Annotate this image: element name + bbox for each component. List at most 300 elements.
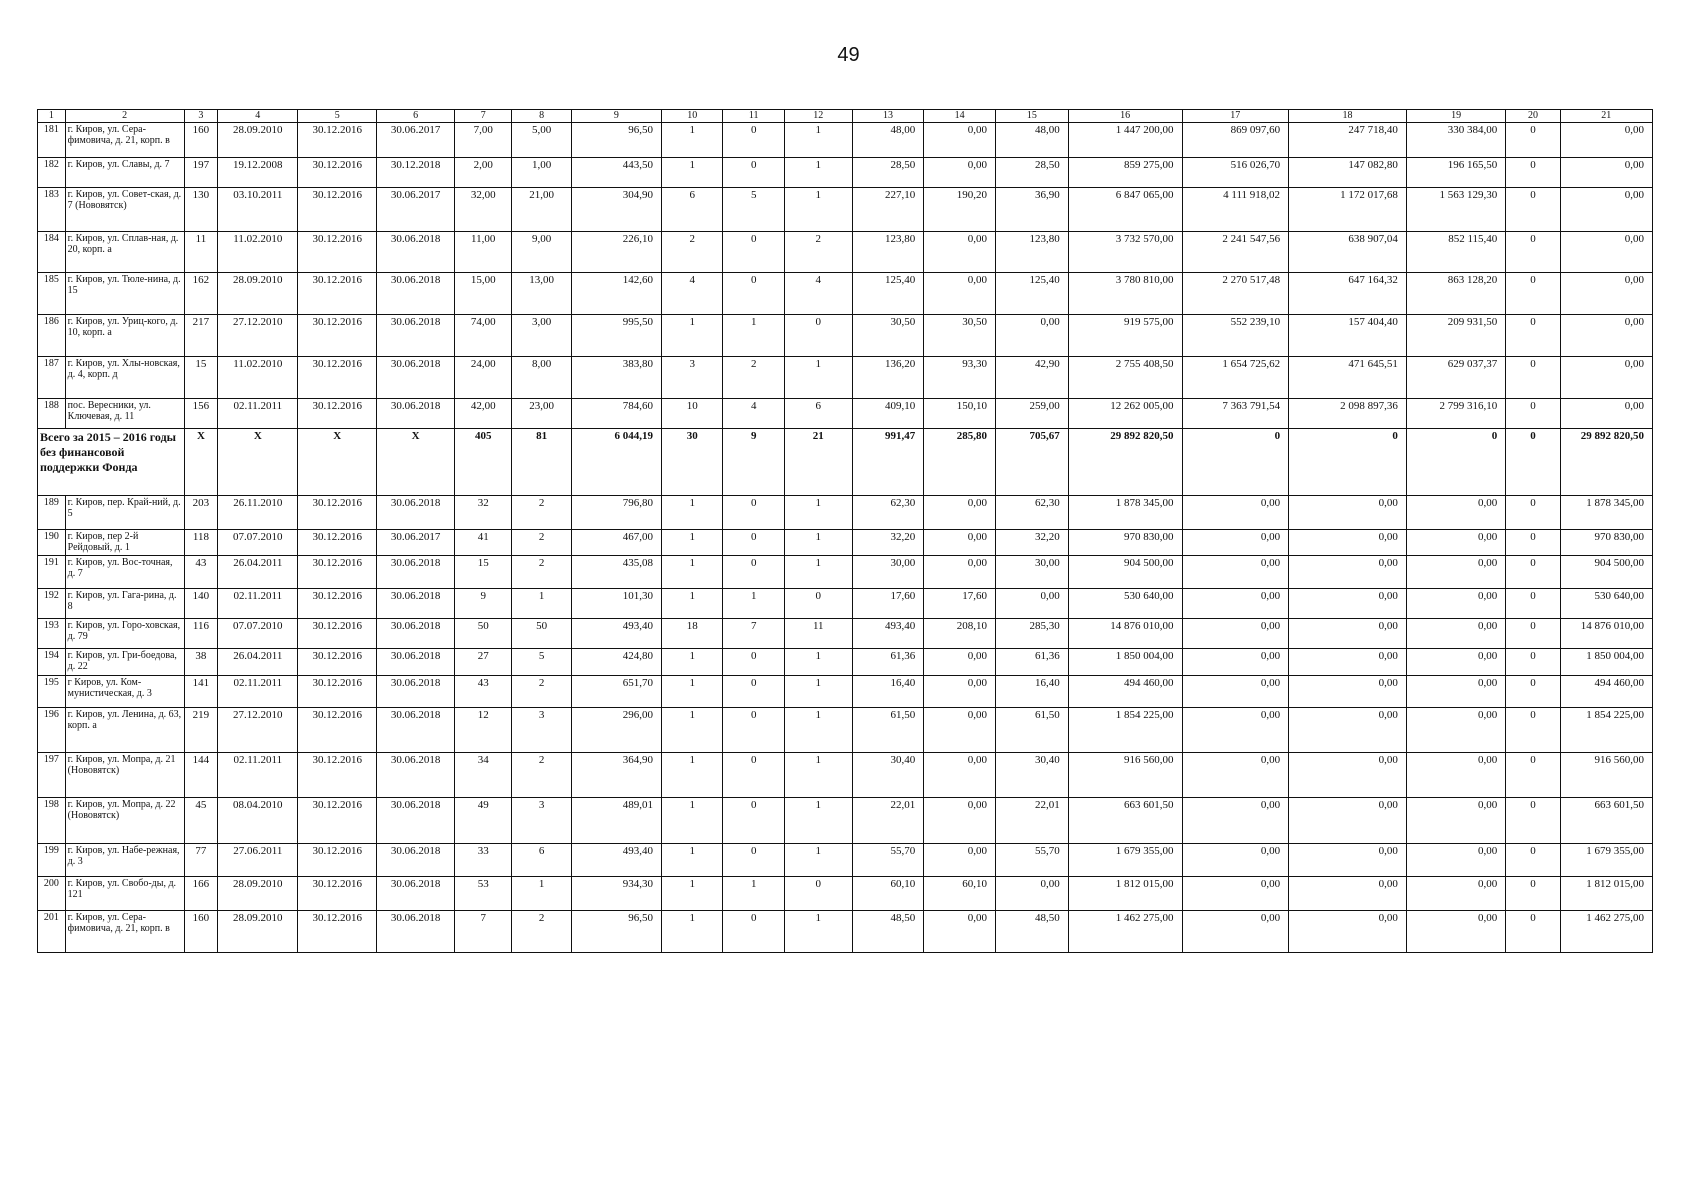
table-cell: 30.12.2016 xyxy=(298,844,377,877)
table-cell: 30.06.2017 xyxy=(377,188,455,232)
table-cell: 0,00 xyxy=(1289,649,1407,676)
table-cell: 17 xyxy=(1182,110,1289,123)
table-cell: 1 xyxy=(784,357,852,399)
table-cell: 28.09.2010 xyxy=(218,123,298,158)
table-cell: 0,00 xyxy=(1406,911,1505,953)
table-cell: 651,70 xyxy=(571,676,661,708)
table-cell: 3 xyxy=(661,357,722,399)
table-cell: 28,50 xyxy=(852,158,924,188)
table-cell: 1 878 345,00 xyxy=(1068,496,1182,530)
table-cell: 0,00 xyxy=(1560,232,1652,273)
table-cell: 61,50 xyxy=(996,708,1069,753)
table-cell: 162 xyxy=(184,273,218,315)
table-cell: 0 xyxy=(723,798,784,844)
table-cell: 0,00 xyxy=(1406,708,1505,753)
table-row xyxy=(38,530,1653,556)
table-cell: 201 xyxy=(38,911,66,953)
table-row xyxy=(38,273,1653,315)
table-cell: 0,00 xyxy=(1289,676,1407,708)
table-cell: 0,00 xyxy=(1289,589,1407,619)
table-cell: 07.07.2010 xyxy=(218,530,298,556)
table-cell: 0,00 xyxy=(1182,556,1289,589)
table-cell: 60,10 xyxy=(852,877,924,911)
table-cell: 118 xyxy=(184,530,218,556)
table-cell: г. Киров, ул. Сплав-ная, д. 20, корп. а xyxy=(65,232,184,273)
table-cell: 27.06.2011 xyxy=(218,844,298,877)
table-cell: 1 xyxy=(661,496,722,530)
table-cell: 5,00 xyxy=(512,123,571,158)
table-cell: 6 847 065,00 xyxy=(1068,188,1182,232)
table-cell: 647 164,32 xyxy=(1289,273,1407,315)
table-cell: 29 892 820,50 xyxy=(1068,429,1182,496)
table-cell: 182 xyxy=(38,158,66,188)
table-cell: 0 xyxy=(1506,496,1560,530)
table-cell: 15 xyxy=(184,357,218,399)
table-cell: 0 xyxy=(1506,399,1560,429)
table-cell: X xyxy=(298,429,377,496)
table-row xyxy=(38,911,1653,953)
table-cell: 1 462 275,00 xyxy=(1560,911,1652,953)
table-row xyxy=(38,188,1653,232)
table-cell: 16,40 xyxy=(852,676,924,708)
table-cell: 2,00 xyxy=(455,158,512,188)
table-cell: 13 xyxy=(852,110,924,123)
table-cell: 0 xyxy=(1506,556,1560,589)
table-cell: 1 xyxy=(723,877,784,911)
table-cell: 0 xyxy=(723,708,784,753)
table-cell: 0,00 xyxy=(1289,619,1407,649)
table-cell: 1 xyxy=(784,649,852,676)
header-row xyxy=(38,110,1653,123)
table-cell: 493,40 xyxy=(571,619,661,649)
table-cell: 934,30 xyxy=(571,877,661,911)
table-cell: 9,00 xyxy=(512,232,571,273)
table-cell: 48,00 xyxy=(996,123,1069,158)
table-cell: 1 xyxy=(784,676,852,708)
table-cell: 156 xyxy=(184,399,218,429)
table-cell: 7 xyxy=(455,911,512,953)
table-cell: 96,50 xyxy=(571,123,661,158)
table-row xyxy=(38,649,1653,676)
table-cell: 55,70 xyxy=(996,844,1069,877)
table-row xyxy=(38,232,1653,273)
table-cell: 9 xyxy=(723,429,784,496)
table-cell: 30.06.2018 xyxy=(377,753,455,798)
table-cell: 14 876 010,00 xyxy=(1560,619,1652,649)
table-cell: 1 xyxy=(512,877,571,911)
table-cell: 227,10 xyxy=(852,188,924,232)
table-cell: 0,00 xyxy=(996,315,1069,357)
table-row xyxy=(38,619,1653,649)
table-cell: 0 xyxy=(723,158,784,188)
table-cell: 552 239,10 xyxy=(1182,315,1289,357)
table-cell: 198 xyxy=(38,798,66,844)
table-cell: 30.06.2018 xyxy=(377,496,455,530)
table-cell: 991,47 xyxy=(852,429,924,496)
table-cell: 435,08 xyxy=(571,556,661,589)
table-cell: 0 xyxy=(723,123,784,158)
table-cell: 0 xyxy=(1506,708,1560,753)
table-cell: 5 xyxy=(723,188,784,232)
table-cell: 1 xyxy=(661,676,722,708)
table-cell: 296,00 xyxy=(571,708,661,753)
table-cell: 0,00 xyxy=(924,844,996,877)
table-cell: 30.12.2016 xyxy=(298,232,377,273)
table-cell: 186 xyxy=(38,315,66,357)
table-cell: 1 878 345,00 xyxy=(1560,496,1652,530)
table-cell: 189 xyxy=(38,496,66,530)
table-cell: 0,00 xyxy=(1289,530,1407,556)
table-cell: 30,50 xyxy=(852,315,924,357)
table-cell: 1 xyxy=(661,753,722,798)
table-cell: 796,80 xyxy=(571,496,661,530)
table-cell: 48,50 xyxy=(852,911,924,953)
table-cell: 123,80 xyxy=(996,232,1069,273)
table-cell: 3 xyxy=(512,798,571,844)
table-cell: 27.12.2010 xyxy=(218,315,298,357)
table-cell: 130 xyxy=(184,188,218,232)
table-cell: 0,00 xyxy=(1406,556,1505,589)
table-cell: 190 xyxy=(38,530,66,556)
table-cell: 30.06.2017 xyxy=(377,530,455,556)
table-cell: 2 xyxy=(512,496,571,530)
table-cell: 08.04.2010 xyxy=(218,798,298,844)
table-cell: 19.12.2008 xyxy=(218,158,298,188)
table-cell: 1 xyxy=(784,556,852,589)
table-cell: 7 363 791,54 xyxy=(1182,399,1289,429)
table-cell: 2 xyxy=(512,530,571,556)
table-cell: 494 460,00 xyxy=(1068,676,1182,708)
table-cell: 196 165,50 xyxy=(1406,158,1505,188)
table-cell: 1 xyxy=(661,708,722,753)
table-cell: г. Киров, ул. Сера-фимовича, д. 21, корп. в xyxy=(65,911,184,953)
table-cell: 516 026,70 xyxy=(1182,158,1289,188)
table-cell: 0 xyxy=(1506,589,1560,619)
table-cell: 904 500,00 xyxy=(1068,556,1182,589)
table-cell: 24,00 xyxy=(455,357,512,399)
table-cell: 12 xyxy=(784,110,852,123)
table-cell: 852 115,40 xyxy=(1406,232,1505,273)
table-cell: 61,36 xyxy=(996,649,1069,676)
table-cell: 30 xyxy=(661,429,722,496)
table-cell: 1 812 015,00 xyxy=(1068,877,1182,911)
table-cell: 0,00 xyxy=(1182,798,1289,844)
table-cell: 0 xyxy=(1506,798,1560,844)
table-cell: 0,00 xyxy=(1289,556,1407,589)
table-cell: 30,50 xyxy=(924,315,996,357)
table-cell: 30,40 xyxy=(996,753,1069,798)
table-cell: 0 xyxy=(784,589,852,619)
table-cell: 30.06.2018 xyxy=(377,273,455,315)
table-cell: 0,00 xyxy=(1406,619,1505,649)
table-cell: 18 xyxy=(1289,110,1407,123)
table-cell: 208,10 xyxy=(924,619,996,649)
table-cell: г. Киров, ул. Уриц-кого, д. 10, корп. а xyxy=(65,315,184,357)
table-cell: 157 404,40 xyxy=(1289,315,1407,357)
table-cell: г. Киров, ул. Вос-точная, д. 7 xyxy=(65,556,184,589)
table-cell: 101,30 xyxy=(571,589,661,619)
table-cell: X xyxy=(184,429,218,496)
table-row xyxy=(38,798,1653,844)
table-cell: 2 241 547,56 xyxy=(1182,232,1289,273)
table-cell: 32,20 xyxy=(852,530,924,556)
table-cell: 663 601,50 xyxy=(1560,798,1652,844)
table-cell: 493,40 xyxy=(852,619,924,649)
table-row xyxy=(38,315,1653,357)
table-cell: г. Киров, ул. Мопра, д. 22 (Нововятск) xyxy=(65,798,184,844)
table-cell: 0,00 xyxy=(924,158,996,188)
table-cell: 30.06.2018 xyxy=(377,619,455,649)
table-cell: 123,80 xyxy=(852,232,924,273)
table-cell: 0,00 xyxy=(1406,589,1505,619)
table-cell: 0,00 xyxy=(1289,877,1407,911)
table-cell: 1 xyxy=(784,753,852,798)
page-number: 49 xyxy=(837,44,860,66)
table-cell: 0,00 xyxy=(1560,315,1652,357)
table-cell: 1 xyxy=(784,708,852,753)
table-cell: 219 xyxy=(184,708,218,753)
table-cell: 32 xyxy=(455,496,512,530)
table-cell: 1 812 015,00 xyxy=(1560,877,1652,911)
table-cell: 530 640,00 xyxy=(1560,589,1652,619)
table-cell: 48,50 xyxy=(996,911,1069,953)
table-cell: 0,00 xyxy=(1406,877,1505,911)
table-cell: 30,00 xyxy=(852,556,924,589)
table-cell: 0,00 xyxy=(1560,273,1652,315)
table-row xyxy=(38,123,1653,158)
table-cell: 8,00 xyxy=(512,357,571,399)
table-cell: 49 xyxy=(455,798,512,844)
table-cell: 0 xyxy=(1182,429,1289,496)
table-cell: 859 275,00 xyxy=(1068,158,1182,188)
table-cell: 863 128,20 xyxy=(1406,273,1505,315)
table-cell: 22,01 xyxy=(852,798,924,844)
table-cell: 6 xyxy=(784,399,852,429)
table-cell: 30.06.2018 xyxy=(377,877,455,911)
table-cell: 30.06.2018 xyxy=(377,315,455,357)
table-cell: 1 172 017,68 xyxy=(1289,188,1407,232)
table-cell: 364,90 xyxy=(571,753,661,798)
table-cell: г. Киров, ул. Совет-ская, д. 7 (Нововятск) xyxy=(65,188,184,232)
table-cell: 28,50 xyxy=(996,158,1069,188)
table-cell: 30.12.2016 xyxy=(298,357,377,399)
table-cell: 30.12.2016 xyxy=(298,877,377,911)
table-cell: 1 xyxy=(661,877,722,911)
table-cell: 784,60 xyxy=(571,399,661,429)
table-cell: 304,90 xyxy=(571,188,661,232)
table-cell: 0,00 xyxy=(924,708,996,753)
table-cell: 27 xyxy=(455,649,512,676)
table-cell: 15,00 xyxy=(455,273,512,315)
table-cell: 916 560,00 xyxy=(1068,753,1182,798)
table-cell: 32,00 xyxy=(455,188,512,232)
table-cell: 0 xyxy=(1506,676,1560,708)
table-cell: 1 850 004,00 xyxy=(1560,649,1652,676)
table-cell: 30.12.2016 xyxy=(298,530,377,556)
table-cell: 489,01 xyxy=(571,798,661,844)
table-cell: 2 799 316,10 xyxy=(1406,399,1505,429)
table-cell: 2 xyxy=(512,753,571,798)
table-cell: 194 xyxy=(38,649,66,676)
table-cell: 0 xyxy=(1506,188,1560,232)
table-cell: 30.06.2018 xyxy=(377,556,455,589)
table-cell: 0 xyxy=(1506,753,1560,798)
table-cell: 42,00 xyxy=(455,399,512,429)
table-cell: 0,00 xyxy=(924,530,996,556)
table-row xyxy=(38,399,1653,429)
table-cell: 0 xyxy=(723,649,784,676)
table-cell: 2 xyxy=(784,232,852,273)
table-cell: 1 xyxy=(512,589,571,619)
table-cell: 150,10 xyxy=(924,399,996,429)
table-cell: 0,00 xyxy=(1560,158,1652,188)
table-cell: 10 xyxy=(661,399,722,429)
table-cell: 0 xyxy=(1506,530,1560,556)
table-cell: 1 xyxy=(784,798,852,844)
table-cell: 30.12.2016 xyxy=(298,273,377,315)
table-cell: 0 xyxy=(1506,357,1560,399)
table-cell: 0,00 xyxy=(1289,708,1407,753)
table-cell: 1 854 225,00 xyxy=(1560,708,1652,753)
table-cell: 0,00 xyxy=(1182,877,1289,911)
table-cell: 1 447 200,00 xyxy=(1068,123,1182,158)
table-cell: 2 xyxy=(661,232,722,273)
table-row xyxy=(38,158,1653,188)
table-cell: 0 xyxy=(1289,429,1407,496)
table-cell: г. Киров, ул. Набе-режная, д. 3 xyxy=(65,844,184,877)
table-cell: 50 xyxy=(455,619,512,649)
table-cell: 1 xyxy=(784,911,852,953)
table-cell: X xyxy=(377,429,455,496)
table-cell: 0 xyxy=(1506,911,1560,953)
table-cell: 81 xyxy=(512,429,571,496)
table-cell: 30.06.2018 xyxy=(377,911,455,953)
table-cell: 0,00 xyxy=(924,496,996,530)
table-cell: 0,00 xyxy=(1289,798,1407,844)
table-cell: 14 876 010,00 xyxy=(1068,619,1182,649)
table-cell: 0,00 xyxy=(1182,530,1289,556)
table-cell: 30.06.2018 xyxy=(377,844,455,877)
table-cell: 136,20 xyxy=(852,357,924,399)
table-cell: 0,00 xyxy=(924,556,996,589)
table-cell: 61,50 xyxy=(852,708,924,753)
table-cell: 21 xyxy=(1560,110,1652,123)
table-cell: 160 xyxy=(184,911,218,953)
table-cell: г Киров, ул. Ком-мунистическая, д. 3 xyxy=(65,676,184,708)
table-cell: 970 830,00 xyxy=(1560,530,1652,556)
table-cell: 0 xyxy=(1406,429,1505,496)
table-cell: г. Киров, ул. Тюле-нина, д. 15 xyxy=(65,273,184,315)
table-cell: 7 xyxy=(455,110,512,123)
table-cell: 4 xyxy=(723,399,784,429)
table-cell: 197 xyxy=(38,753,66,798)
table-cell: 1 679 355,00 xyxy=(1560,844,1652,877)
table-cell: 02.11.2011 xyxy=(218,589,298,619)
table-cell: 0 xyxy=(1506,649,1560,676)
table-cell: 1 xyxy=(784,496,852,530)
table-cell: 9 xyxy=(455,589,512,619)
table-cell: 142,60 xyxy=(571,273,661,315)
table-cell: г. Киров, ул. Гри-боедова, д. 22 xyxy=(65,649,184,676)
table-cell: 0,00 xyxy=(1182,676,1289,708)
table-cell: 0 xyxy=(1506,232,1560,273)
table-cell: 285,80 xyxy=(924,429,996,496)
table-cell: 0 xyxy=(723,232,784,273)
table-cell: 0 xyxy=(1506,877,1560,911)
table-cell: 203 xyxy=(184,496,218,530)
table-cell: 330 384,00 xyxy=(1406,123,1505,158)
table-cell: 166 xyxy=(184,877,218,911)
table-cell: 0,00 xyxy=(924,273,996,315)
table-cell: 30.12.2016 xyxy=(298,188,377,232)
table-cell: 160 xyxy=(184,123,218,158)
table-cell: 30.12.2016 xyxy=(298,123,377,158)
table-cell: 638 907,04 xyxy=(1289,232,1407,273)
table-cell: 0,00 xyxy=(1182,589,1289,619)
table-cell: 15 xyxy=(996,110,1069,123)
table-cell: 4 111 918,02 xyxy=(1182,188,1289,232)
table-cell: 192 xyxy=(38,589,66,619)
table-row xyxy=(38,753,1653,798)
table-cell: 53 xyxy=(455,877,512,911)
table-cell: 185 xyxy=(38,273,66,315)
table-cell: 11,00 xyxy=(455,232,512,273)
table-cell: г. Киров, ул. Свобо-ды, д. 121 xyxy=(65,877,184,911)
table-cell: 6 xyxy=(661,188,722,232)
table-cell: 193 xyxy=(38,619,66,649)
table-cell: 188 xyxy=(38,399,66,429)
table-cell: 30.06.2017 xyxy=(377,123,455,158)
table-cell: 0 xyxy=(1506,844,1560,877)
table-cell: 3 732 570,00 xyxy=(1068,232,1182,273)
table-cell: 11 xyxy=(723,110,784,123)
table-cell: 2 755 408,50 xyxy=(1068,357,1182,399)
table-row xyxy=(38,357,1653,399)
table-cell: 116 xyxy=(184,619,218,649)
table-cell: 0 xyxy=(723,911,784,953)
table-cell: 196 xyxy=(38,708,66,753)
table-cell: 184 xyxy=(38,232,66,273)
table-cell: 77 xyxy=(184,844,218,877)
table-cell: 02.11.2011 xyxy=(218,399,298,429)
table-cell: 405 xyxy=(455,429,512,496)
table-cell: 1 xyxy=(784,188,852,232)
table-cell: 0,00 xyxy=(996,877,1069,911)
table-cell: 1 xyxy=(784,123,852,158)
table-cell: 28.09.2010 xyxy=(218,877,298,911)
table-cell: 36,90 xyxy=(996,188,1069,232)
table-cell: 30.12.2016 xyxy=(298,649,377,676)
table-cell: 30.12.2016 xyxy=(298,619,377,649)
table-cell: 494 460,00 xyxy=(1560,676,1652,708)
table-row xyxy=(38,844,1653,877)
table-cell: 0,00 xyxy=(1406,844,1505,877)
table-cell: 1 xyxy=(723,315,784,357)
table-cell: 995,50 xyxy=(571,315,661,357)
table-cell: 1 654 725,62 xyxy=(1182,357,1289,399)
table-cell: 0 xyxy=(1506,619,1560,649)
table-cell: 3 xyxy=(512,708,571,753)
table-cell: 147 082,80 xyxy=(1289,158,1407,188)
table-cell: 0,00 xyxy=(1289,753,1407,798)
table-cell: 11 xyxy=(784,619,852,649)
table-cell: 0,00 xyxy=(924,676,996,708)
table-cell: 125,40 xyxy=(852,273,924,315)
table-cell: г. Киров, ул. Мопра, д. 21 (Нововятск) xyxy=(65,753,184,798)
table-cell: 3 780 810,00 xyxy=(1068,273,1182,315)
table-row xyxy=(38,877,1653,911)
table-cell: 4 xyxy=(661,273,722,315)
